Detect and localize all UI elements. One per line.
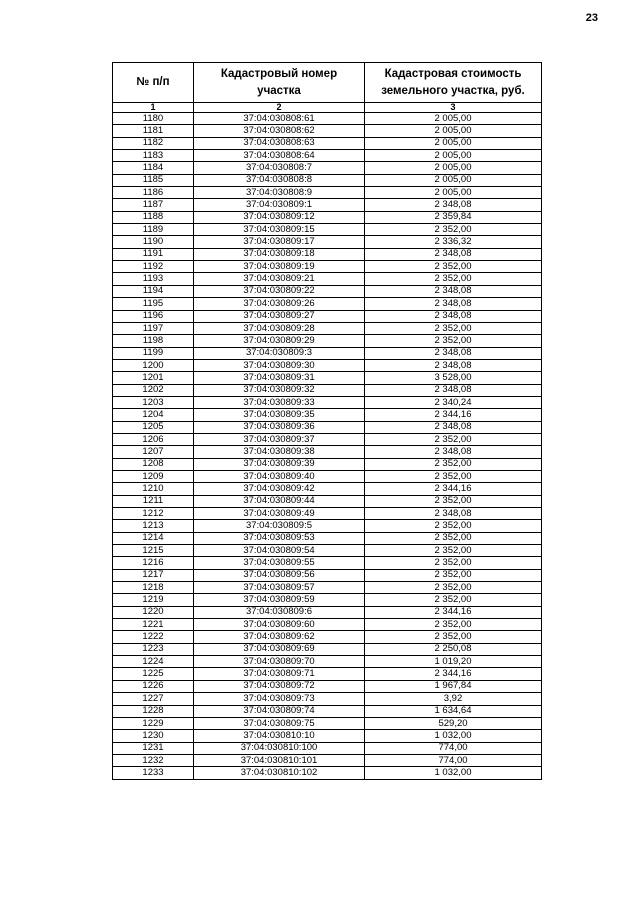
row-number-cell: 1207 bbox=[113, 446, 194, 458]
row-number-cell: 1198 bbox=[113, 335, 194, 347]
cadastral-value-cell: 2 352,00 bbox=[365, 619, 542, 631]
table-row bbox=[113, 557, 542, 569]
cadastral-number-cell: 37:04:030809:56 bbox=[194, 569, 365, 581]
cadastral-value-cell: 2 359,84 bbox=[365, 211, 542, 223]
table-row bbox=[113, 532, 542, 544]
cadastral-value-cell: 774,00 bbox=[365, 754, 542, 766]
row-number-cell: 1184 bbox=[113, 162, 194, 174]
table-row bbox=[113, 569, 542, 581]
cadastral-number-cell: 37:04:030809:53 bbox=[194, 532, 365, 544]
cadastral-value-cell: 1 032,00 bbox=[365, 767, 542, 779]
cadastral-number-cell: 37:04:030809:49 bbox=[194, 508, 365, 520]
row-number-cell: 1212 bbox=[113, 508, 194, 520]
table-row bbox=[113, 236, 542, 248]
row-number-cell: 1226 bbox=[113, 680, 194, 692]
cadastral-number-cell: 37:04:030809:42 bbox=[194, 483, 365, 495]
cadastral-number-cell: 37:04:030809:55 bbox=[194, 557, 365, 569]
row-number-cell: 1211 bbox=[113, 495, 194, 507]
cadastral-value-cell: 2 352,00 bbox=[365, 594, 542, 606]
cadastral-value-cell: 774,00 bbox=[365, 742, 542, 754]
cadastral-number-cell: 37:04:030809:38 bbox=[194, 446, 365, 458]
table-row bbox=[113, 717, 542, 729]
cadastral-value-cell: 2 005,00 bbox=[365, 174, 542, 186]
cadastral-value-cell: 2 352,00 bbox=[365, 322, 542, 334]
page-number: 23 bbox=[585, 12, 598, 24]
row-number-cell: 1182 bbox=[113, 137, 194, 149]
table-row bbox=[113, 396, 542, 408]
row-number-cell: 1196 bbox=[113, 310, 194, 322]
cadastral-value-cell: 2 352,00 bbox=[365, 520, 542, 532]
cadastral-value-cell: 2 344,16 bbox=[365, 483, 542, 495]
table-row bbox=[113, 409, 542, 421]
row-number-cell: 1227 bbox=[113, 693, 194, 705]
table-row bbox=[113, 347, 542, 359]
row-number-cell: 1194 bbox=[113, 285, 194, 297]
cadastral-number-cell: 37:04:030809:29 bbox=[194, 335, 365, 347]
cadastral-value-cell: 2 352,00 bbox=[365, 224, 542, 236]
cadastral-value-cell: 2 352,00 bbox=[365, 569, 542, 581]
cadastral-number-cell: 37:04:030809:57 bbox=[194, 582, 365, 594]
cadastral-value-cell: 2 352,00 bbox=[365, 557, 542, 569]
table-row bbox=[113, 594, 542, 606]
row-number-cell: 1183 bbox=[113, 150, 194, 162]
cadastral-number-cell: 37:04:030810:102 bbox=[194, 767, 365, 779]
row-number-cell: 1197 bbox=[113, 322, 194, 334]
table-row bbox=[113, 174, 542, 186]
row-number-cell: 1231 bbox=[113, 742, 194, 754]
cadastral-number-cell: 37:04:030809:1 bbox=[194, 199, 365, 211]
cadastral-number-cell: 37:04:030808:7 bbox=[194, 162, 365, 174]
cadastral-number-cell: 37:04:030808:9 bbox=[194, 187, 365, 199]
table-row bbox=[113, 767, 542, 779]
row-number-cell: 1213 bbox=[113, 520, 194, 532]
row-number-cell: 1206 bbox=[113, 433, 194, 445]
cadastral-value-cell: 2 348,08 bbox=[365, 298, 542, 310]
row-number-cell: 1214 bbox=[113, 532, 194, 544]
row-number-cell: 1187 bbox=[113, 199, 194, 211]
cadastral-value-cell: 2 344,16 bbox=[365, 409, 542, 421]
table-row bbox=[113, 211, 542, 223]
table-row bbox=[113, 285, 542, 297]
table-row bbox=[113, 656, 542, 668]
cadastral-number-cell: 37:04:030809:22 bbox=[194, 285, 365, 297]
cadastral-number-cell: 37:04:030809:33 bbox=[194, 396, 365, 408]
cadastral-number-cell: 37:04:030809:37 bbox=[194, 433, 365, 445]
cadastral-number-cell: 37:04:030809:17 bbox=[194, 236, 365, 248]
cadastral-number-cell: 37:04:030808:64 bbox=[194, 150, 365, 162]
table-row bbox=[113, 668, 542, 680]
cadastral-number-cell: 37:04:030809:21 bbox=[194, 273, 365, 285]
row-number-cell: 1221 bbox=[113, 619, 194, 631]
table-header-row bbox=[113, 63, 542, 103]
cadastral-number-cell: 37:04:030809:44 bbox=[194, 495, 365, 507]
table-row bbox=[113, 322, 542, 334]
cadastral-number-cell: 37:04:030809:69 bbox=[194, 643, 365, 655]
cadastral-value-cell: 2 352,00 bbox=[365, 582, 542, 594]
header-row-number: № п/п bbox=[113, 63, 194, 103]
row-number-cell: 1185 bbox=[113, 174, 194, 186]
cadastral-value-table bbox=[112, 62, 542, 780]
cadastral-number-cell: 37:04:030809:39 bbox=[194, 458, 365, 470]
table-row bbox=[113, 495, 542, 507]
cadastral-value-cell: 2 352,00 bbox=[365, 458, 542, 470]
row-number-cell: 1190 bbox=[113, 236, 194, 248]
cadastral-number-cell: 37:04:030809:26 bbox=[194, 298, 365, 310]
cadastral-number-cell: 37:04:030809:73 bbox=[194, 693, 365, 705]
row-number-cell: 1181 bbox=[113, 125, 194, 137]
row-number-cell: 1180 bbox=[113, 113, 194, 125]
cadastral-value-cell: 2 352,00 bbox=[365, 470, 542, 482]
row-number-cell: 1218 bbox=[113, 582, 194, 594]
table-row bbox=[113, 582, 542, 594]
cadastral-number-cell: 37:04:030809:28 bbox=[194, 322, 365, 334]
cadastral-value-cell: 2 348,08 bbox=[365, 285, 542, 297]
row-number-cell: 1230 bbox=[113, 730, 194, 742]
row-number-cell: 1189 bbox=[113, 224, 194, 236]
cadastral-number-cell: 37:04:030809:30 bbox=[194, 359, 365, 371]
cadastral-number-cell: 37:04:030809:31 bbox=[194, 372, 365, 384]
table-row bbox=[113, 384, 542, 396]
cadastral-value-cell: 3,92 bbox=[365, 693, 542, 705]
row-number-cell: 1220 bbox=[113, 606, 194, 618]
cadastral-number-cell: 37:04:030808:63 bbox=[194, 137, 365, 149]
table-row bbox=[113, 545, 542, 557]
row-number-cell: 1216 bbox=[113, 557, 194, 569]
cadastral-value-cell: 2 352,00 bbox=[365, 433, 542, 445]
row-number-cell: 1201 bbox=[113, 372, 194, 384]
row-number-cell: 1191 bbox=[113, 248, 194, 260]
cadastral-value-cell: 2 336,32 bbox=[365, 236, 542, 248]
table-row bbox=[113, 446, 542, 458]
table-row bbox=[113, 335, 542, 347]
row-number-cell: 1233 bbox=[113, 767, 194, 779]
cadastral-number-cell: 37:04:030809:35 bbox=[194, 409, 365, 421]
cadastral-number-cell: 37:04:030809:3 bbox=[194, 347, 365, 359]
cadastral-number-cell: 37:04:030809:6 bbox=[194, 606, 365, 618]
cadastral-number-cell: 37:04:030809:71 bbox=[194, 668, 365, 680]
table-row bbox=[113, 754, 542, 766]
cadastral-number-cell: 37:04:030809:70 bbox=[194, 656, 365, 668]
cadastral-value-cell: 2 348,08 bbox=[365, 310, 542, 322]
table-row bbox=[113, 248, 542, 260]
row-number-cell: 1192 bbox=[113, 261, 194, 273]
header-cadastral-value: Кадастровая стоимость земельного участка, руб. bbox=[365, 63, 542, 103]
cadastral-value-cell: 2 005,00 bbox=[365, 150, 542, 162]
cadastral-value-cell: 2 348,08 bbox=[365, 199, 542, 211]
cadastral-value-cell: 2 348,08 bbox=[365, 421, 542, 433]
cadastral-number-cell: 37:04:030809:36 bbox=[194, 421, 365, 433]
table-row bbox=[113, 421, 542, 433]
cadastral-value-cell: 2 352,00 bbox=[365, 495, 542, 507]
table-row bbox=[113, 483, 542, 495]
column-number: 2 bbox=[194, 103, 365, 113]
cadastral-number-cell: 37:04:030809:62 bbox=[194, 631, 365, 643]
column-number: 3 bbox=[365, 103, 542, 113]
table-row bbox=[113, 606, 542, 618]
row-number-cell: 1204 bbox=[113, 409, 194, 421]
cadastral-value-cell: 2 005,00 bbox=[365, 125, 542, 137]
table-row bbox=[113, 680, 542, 692]
cadastral-number-cell: 37:04:030808:8 bbox=[194, 174, 365, 186]
cadastral-value-cell: 3 528,00 bbox=[365, 372, 542, 384]
table-row bbox=[113, 508, 542, 520]
row-number-cell: 1217 bbox=[113, 569, 194, 581]
table-row bbox=[113, 224, 542, 236]
row-number-cell: 1188 bbox=[113, 211, 194, 223]
cadastral-value-cell: 1 967,84 bbox=[365, 680, 542, 692]
cadastral-value-cell: 2 344,16 bbox=[365, 606, 542, 618]
table-row bbox=[113, 113, 542, 125]
cadastral-value-cell: 2 005,00 bbox=[365, 113, 542, 125]
cadastral-number-cell: 37:04:030809:12 bbox=[194, 211, 365, 223]
cadastral-number-cell: 37:04:030809:27 bbox=[194, 310, 365, 322]
table-row bbox=[113, 619, 542, 631]
table-row bbox=[113, 199, 542, 211]
cadastral-number-cell: 37:04:030809:5 bbox=[194, 520, 365, 532]
row-number-cell: 1186 bbox=[113, 187, 194, 199]
cadastral-number-cell: 37:04:030810:10 bbox=[194, 730, 365, 742]
column-number: 1 bbox=[113, 103, 194, 113]
cadastral-value-cell: 2 352,00 bbox=[365, 631, 542, 643]
table-row bbox=[113, 162, 542, 174]
cadastral-number-cell: 37:04:030809:74 bbox=[194, 705, 365, 717]
table-row bbox=[113, 150, 542, 162]
row-number-cell: 1223 bbox=[113, 643, 194, 655]
cadastral-value-cell: 2 348,08 bbox=[365, 359, 542, 371]
cadastral-value-cell: 2 352,00 bbox=[365, 335, 542, 347]
row-number-cell: 1215 bbox=[113, 545, 194, 557]
cadastral-number-cell: 37:04:030809:54 bbox=[194, 545, 365, 557]
row-number-cell: 1222 bbox=[113, 631, 194, 643]
cadastral-value-cell: 2 250,08 bbox=[365, 643, 542, 655]
table-row bbox=[113, 433, 542, 445]
cadastral-value-cell: 2 352,00 bbox=[365, 532, 542, 544]
table-row bbox=[113, 137, 542, 149]
cadastral-number-cell: 37:04:030809:40 bbox=[194, 470, 365, 482]
cadastral-number-cell: 37:04:030809:18 bbox=[194, 248, 365, 260]
cadastral-number-cell: 37:04:030810:101 bbox=[194, 754, 365, 766]
cadastral-value-cell: 2 348,08 bbox=[365, 347, 542, 359]
cadastral-number-cell: 37:04:030809:75 bbox=[194, 717, 365, 729]
table-row bbox=[113, 458, 542, 470]
cadastral-value-cell: 2 005,00 bbox=[365, 162, 542, 174]
cadastral-value-cell: 2 348,08 bbox=[365, 446, 542, 458]
cadastral-value-cell: 2 352,00 bbox=[365, 261, 542, 273]
table-row bbox=[113, 631, 542, 643]
cadastral-number-cell: 37:04:030809:19 bbox=[194, 261, 365, 273]
row-number-cell: 1210 bbox=[113, 483, 194, 495]
row-number-cell: 1205 bbox=[113, 421, 194, 433]
table-row bbox=[113, 742, 542, 754]
row-number-cell: 1203 bbox=[113, 396, 194, 408]
cadastral-value-cell: 529,20 bbox=[365, 717, 542, 729]
cadastral-number-cell: 37:04:030809:59 bbox=[194, 594, 365, 606]
row-number-cell: 1228 bbox=[113, 705, 194, 717]
cadastral-value-cell: 2 352,00 bbox=[365, 545, 542, 557]
cadastral-value-cell: 2 348,08 bbox=[365, 508, 542, 520]
cadastral-value-cell: 1 634,64 bbox=[365, 705, 542, 717]
table-row bbox=[113, 187, 542, 199]
header-cadastral-number: Кадастровый номер участка bbox=[194, 63, 365, 103]
cadastral-value-cell: 1 019,20 bbox=[365, 656, 542, 668]
cadastral-value-cell: 2 352,00 bbox=[365, 273, 542, 285]
row-number-cell: 1229 bbox=[113, 717, 194, 729]
table-row bbox=[113, 730, 542, 742]
table-row bbox=[113, 273, 542, 285]
cadastral-value-cell: 2 340,24 bbox=[365, 396, 542, 408]
table-row bbox=[113, 359, 542, 371]
cadastral-number-cell: 37:04:030809:32 bbox=[194, 384, 365, 396]
table-row bbox=[113, 372, 542, 384]
cadastral-value-cell: 2 348,08 bbox=[365, 384, 542, 396]
table-row bbox=[113, 470, 542, 482]
table-row bbox=[113, 261, 542, 273]
cadastral-number-cell: 37:04:030809:15 bbox=[194, 224, 365, 236]
row-number-cell: 1219 bbox=[113, 594, 194, 606]
cadastral-value-cell: 2 348,08 bbox=[365, 248, 542, 260]
table-row bbox=[113, 520, 542, 532]
table-row bbox=[113, 643, 542, 655]
cadastral-value-cell: 2 005,00 bbox=[365, 137, 542, 149]
cadastral-number-cell: 37:04:030809:60 bbox=[194, 619, 365, 631]
cadastral-number-cell: 37:04:030808:62 bbox=[194, 125, 365, 137]
row-number-cell: 1209 bbox=[113, 470, 194, 482]
table-body bbox=[113, 113, 542, 780]
cadastral-number-cell: 37:04:030808:61 bbox=[194, 113, 365, 125]
row-number-cell: 1199 bbox=[113, 347, 194, 359]
table-row bbox=[113, 298, 542, 310]
cadastral-number-cell: 37:04:030810:100 bbox=[194, 742, 365, 754]
cadastral-value-cell: 2 344,16 bbox=[365, 668, 542, 680]
row-number-cell: 1208 bbox=[113, 458, 194, 470]
cadastral-value-cell: 2 005,00 bbox=[365, 187, 542, 199]
table-row bbox=[113, 310, 542, 322]
table-row bbox=[113, 693, 542, 705]
column-number-row bbox=[113, 103, 542, 113]
cadastral-value-cell: 1 032,00 bbox=[365, 730, 542, 742]
row-number-cell: 1202 bbox=[113, 384, 194, 396]
cadastral-number-cell: 37:04:030809:72 bbox=[194, 680, 365, 692]
row-number-cell: 1193 bbox=[113, 273, 194, 285]
row-number-cell: 1232 bbox=[113, 754, 194, 766]
row-number-cell: 1224 bbox=[113, 656, 194, 668]
row-number-cell: 1195 bbox=[113, 298, 194, 310]
table-row bbox=[113, 705, 542, 717]
table-row bbox=[113, 125, 542, 137]
row-number-cell: 1200 bbox=[113, 359, 194, 371]
row-number-cell: 1225 bbox=[113, 668, 194, 680]
